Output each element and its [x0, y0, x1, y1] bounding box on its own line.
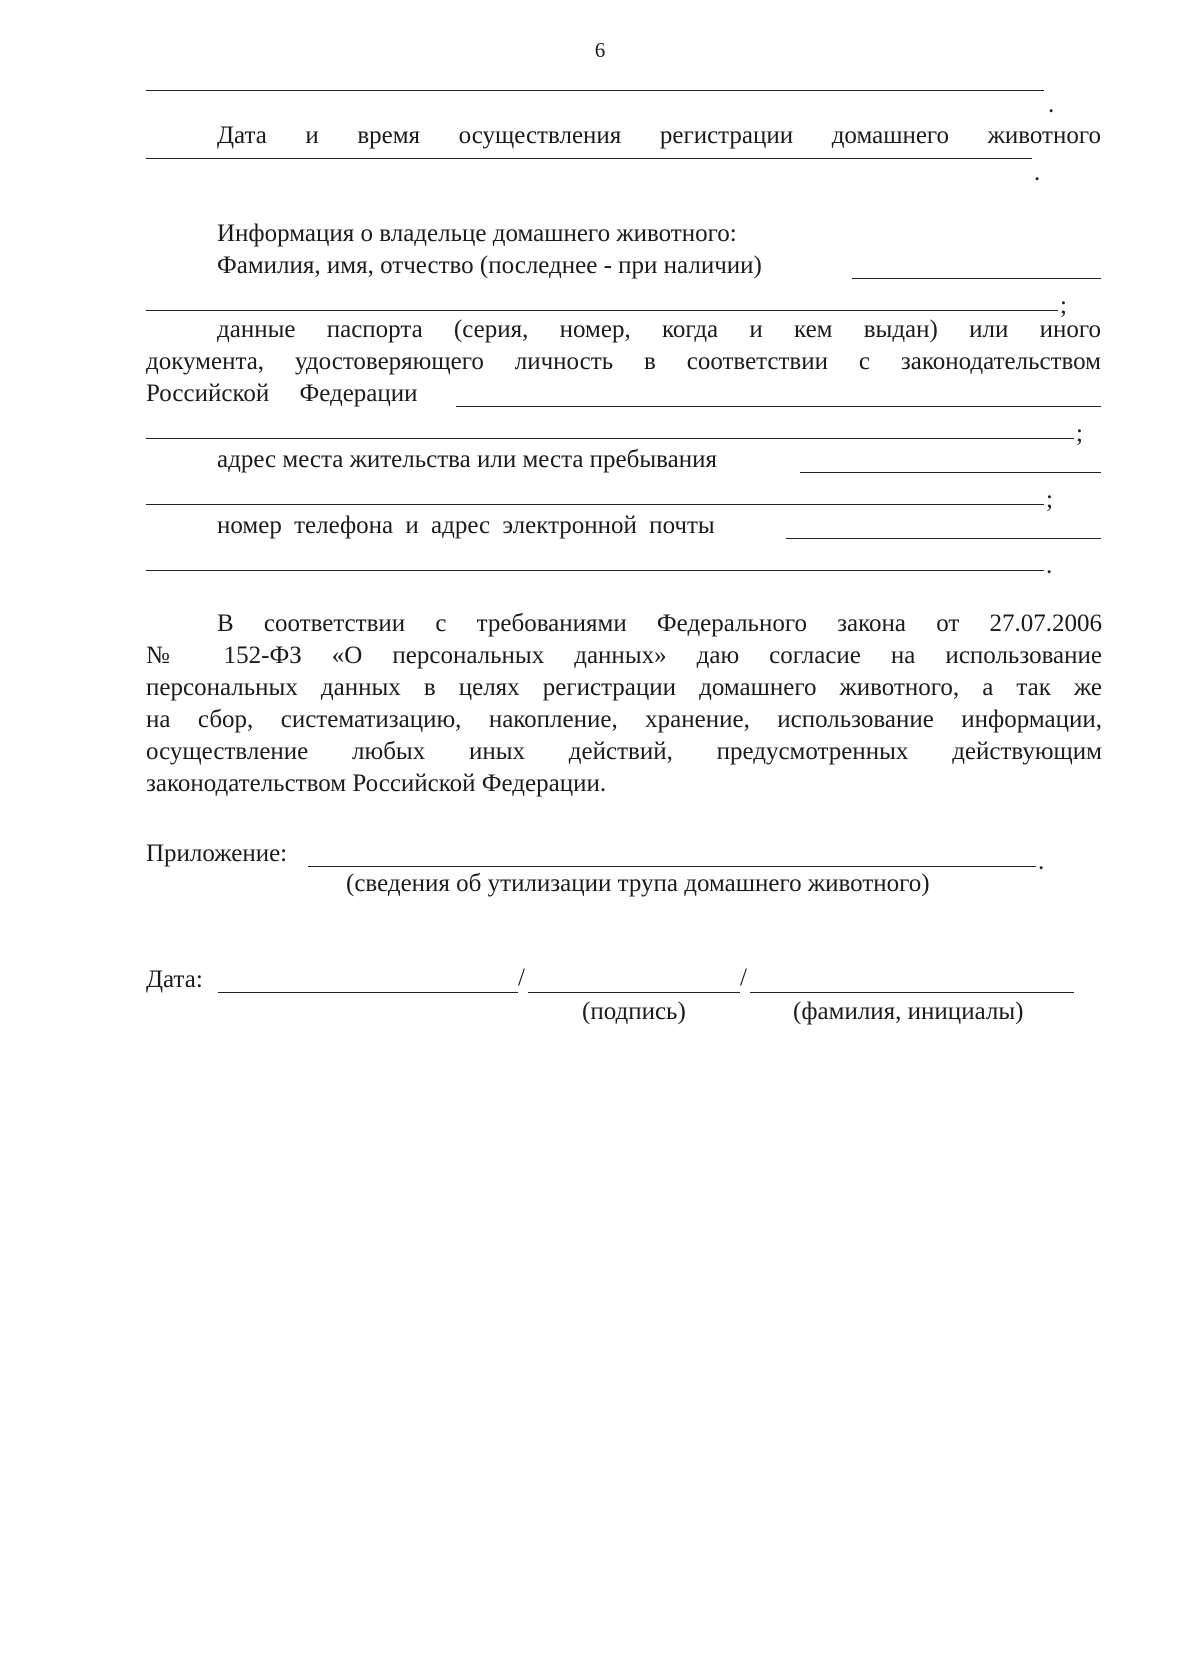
consent-line-5: осуществление любых иных действий, предусмотренных действующим — [146, 738, 1102, 765]
phone-email-field-2[interactable] — [146, 570, 1044, 571]
signature-field[interactable] — [528, 992, 740, 993]
passport-semicolon: ; — [1076, 420, 1083, 447]
consent-paragraph — [146, 608, 1102, 800]
registration-datetime-field[interactable] — [146, 158, 1032, 159]
attachment-label: Приложение: — [146, 840, 288, 867]
fio-semicolon: ; — [1060, 292, 1067, 319]
passport-field-1[interactable] — [456, 406, 1101, 407]
consent-line-6: законодательством Российской Федерации. — [146, 770, 607, 797]
name-initials-field[interactable] — [750, 992, 1074, 993]
consent-line-4: на сбор, систематизацию, накопление, хранение, использование информации, — [146, 706, 1102, 733]
attachment-period: . — [1038, 848, 1045, 875]
owner-fio-field-1[interactable] — [852, 278, 1101, 279]
phone-email-field-1[interactable] — [786, 538, 1101, 539]
consent-line-3: персональных данных в целях регистрации домашнего животного, а так же — [146, 674, 1102, 701]
slash-2: / — [740, 964, 747, 991]
phone-email-label: номер телефона и адрес электронной почты — [217, 512, 715, 539]
signature-caption: (подпись) — [582, 998, 686, 1025]
page-number: 6 — [594, 38, 606, 62]
period-top: . — [1048, 91, 1055, 118]
phone-email-period: . — [1046, 552, 1053, 579]
consent-line-1: В соответствии с требованиями Федерального закона от 27.07.2006 — [217, 610, 1102, 637]
date-label: Дата: — [146, 966, 203, 993]
registration-datetime-label: Дата и время осуществления регистрации домашнего животного — [217, 122, 1101, 149]
passport-label-line2: документа, удостоверяющего личность в соответствии с законодательством — [146, 348, 1101, 375]
slash-1: / — [518, 964, 525, 991]
period-datetime: . — [1034, 159, 1041, 186]
attachment-field[interactable] — [308, 866, 1036, 867]
passport-label-line3: Российской Федерации — [146, 380, 418, 407]
attachment-caption: (сведения об утилизации трупа домашнего животного) — [346, 870, 930, 897]
address-field-1[interactable] — [800, 472, 1101, 473]
owner-info-heading: Информация о владельце домашнего животного: — [217, 220, 737, 247]
address-field-2[interactable] — [146, 504, 1044, 505]
address-semicolon: ; — [1046, 486, 1053, 513]
passport-field-2[interactable] — [146, 438, 1074, 439]
name-initials-caption: (фамилия, инициалы) — [793, 998, 1024, 1025]
owner-fio-field-2[interactable] — [146, 310, 1058, 311]
date-field[interactable] — [218, 992, 518, 993]
passport-label-line1: данные паспорта (серия, номер, когда и кем выдан) или иного — [217, 316, 1101, 343]
consent-line-2: № 152-ФЗ «О персональных данных» даю согласие на использование — [146, 642, 1102, 669]
owner-fio-label: Фамилия, имя, отчество (последнее - при наличии) — [217, 252, 762, 279]
address-label: адрес места жительства или места пребывания — [217, 446, 717, 473]
blank-line-top[interactable] — [146, 90, 1044, 91]
